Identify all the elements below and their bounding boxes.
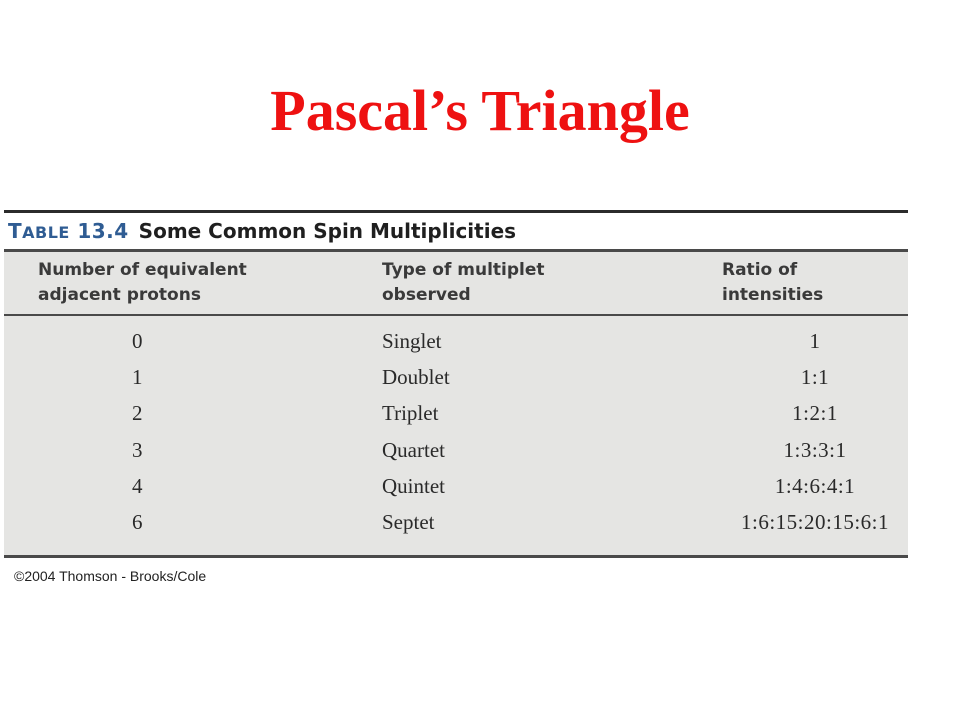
- header-protons-line2: adjacent protons: [38, 285, 201, 305]
- cell-multiplet-type: Quintet: [382, 473, 445, 498]
- table-body: [4, 249, 908, 558]
- table-row: [4, 468, 908, 504]
- table-header-row: [4, 252, 908, 316]
- table-row: [4, 432, 908, 468]
- header-type-line2: observed: [382, 285, 471, 305]
- table-row: [4, 359, 908, 395]
- cell-multiplet-type: Septet: [382, 510, 435, 535]
- cell-multiplet-type: Singlet: [382, 328, 442, 353]
- cell-protons: 3: [132, 437, 143, 462]
- table-label-rest: ABLE: [22, 223, 70, 242]
- cell-ratio: 1:3:3:1: [783, 437, 847, 462]
- cell-ratio: 1:6:15:20:15:6:1: [740, 510, 889, 535]
- header-protons: [4, 252, 382, 314]
- header-ratio-line1: Ratio of: [722, 260, 798, 280]
- header-multiplet-type: [382, 252, 722, 314]
- cell-protons: 4: [132, 473, 143, 498]
- slide-title: Pascal’s Triangle: [270, 78, 690, 143]
- cell-multiplet-type: Triplet: [382, 401, 439, 426]
- header-type-line1: Type of multiplet: [382, 260, 545, 280]
- cell-protons: 0: [132, 328, 143, 353]
- cell-ratio: 1:1: [800, 364, 830, 389]
- cell-ratio: 1: [809, 328, 821, 353]
- table-label-initial: T: [8, 219, 23, 243]
- table-caption-text: Some Common Spin Multiplicities: [138, 219, 517, 243]
- header-protons-line1: Number of equivalent: [38, 260, 247, 280]
- table-row: [4, 396, 908, 432]
- cell-protons: 6: [132, 510, 143, 535]
- cell-ratio: 1:2:1: [792, 401, 838, 426]
- table-number-label: [8, 219, 129, 243]
- table-label-number: 13.4: [69, 219, 129, 243]
- header-intensity-ratio: [722, 252, 908, 314]
- cell-protons: 1: [132, 364, 143, 389]
- table-caption: [4, 213, 908, 249]
- table-row: [4, 504, 908, 540]
- table-row: [4, 323, 908, 359]
- cell-multiplet-type: Quartet: [382, 437, 445, 462]
- cell-ratio: 1:4:6:4:1: [774, 473, 856, 498]
- copyright-notice: ©2004 Thomson - Brooks/Cole: [14, 568, 207, 584]
- header-ratio-line2: intensities: [722, 285, 824, 305]
- table-rows: [4, 316, 908, 555]
- spin-multiplicity-table: [4, 210, 908, 558]
- cell-multiplet-type: Doublet: [382, 364, 450, 389]
- cell-protons: 2: [132, 401, 143, 426]
